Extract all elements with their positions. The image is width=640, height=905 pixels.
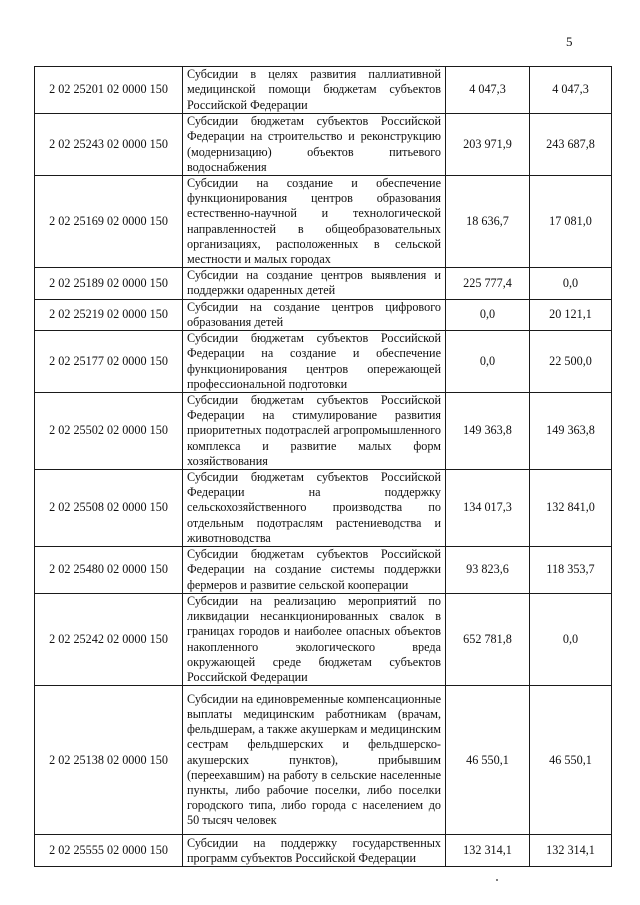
amount-cell-1: 0,0 [446, 331, 530, 393]
budget-code-cell: 2 02 25189 02 0000 150 [35, 268, 183, 299]
amount-cell-2: 132 841,0 [530, 470, 612, 547]
subsidy-name-cell: Субсидии на создание центров цифрового образования детей [183, 299, 446, 330]
budget-code-cell: 2 02 25502 02 0000 150 [35, 393, 183, 470]
amount-cell-1: 134 017,3 [446, 470, 530, 547]
amount-cell-2: 22 500,0 [530, 331, 612, 393]
budget-code-cell: 2 02 25201 02 0000 150 [35, 67, 183, 114]
subsidy-name-cell: Субсидии бюджетам субъектов Российской Федерации на создание и обеспечение функционирования центров опережающей профессиональной подготовки [183, 331, 446, 393]
budget-code-cell: 2 02 25508 02 0000 150 [35, 470, 183, 547]
amount-cell-2: 20 121,1 [530, 299, 612, 330]
subsidy-name-cell: Субсидии бюджетам субъектов Российской Федерации на стимулирование развития приоритетных подотраслей агропромышленного комплекса и развитие малых форм хозяйствования [183, 393, 446, 470]
page-number: 5 [566, 34, 573, 49]
subsidy-name-cell: Субсидии на создание центров выявления и поддержки одаренных детей [183, 268, 446, 299]
budget-code-cell: 2 02 25138 02 0000 150 [35, 686, 183, 835]
amount-cell-2: 0,0 [530, 268, 612, 299]
amount-cell-1: 652 781,8 [446, 594, 530, 686]
amount-cell-1: 225 777,4 [446, 268, 530, 299]
budget-code-cell: 2 02 25243 02 0000 150 [35, 114, 183, 176]
budget-code-cell: 2 02 25177 02 0000 150 [35, 331, 183, 393]
amount-cell-2: 243 687,8 [530, 114, 612, 176]
budget-code-cell: 2 02 25480 02 0000 150 [35, 547, 183, 594]
subsidy-name-cell: Субсидии в целях развития паллиативной медицинской помощи бюджетам субъектов Российской Федерации [183, 67, 446, 114]
amount-cell-1: 0,0 [446, 299, 530, 330]
scan-speck [496, 879, 498, 881]
amount-cell-2: 0,0 [530, 594, 612, 686]
subsidy-name-cell: Субсидии на создание и обеспечение функционирования центров образования естественно-научной и технологической направленностей в общеобразовательных организациях, расположенных в сельской местности и малых городах [183, 176, 446, 268]
budget-code-cell: 2 02 25169 02 0000 150 [35, 176, 183, 268]
amount-cell-1: 4 047,3 [446, 67, 530, 114]
budget-code-cell: 2 02 25242 02 0000 150 [35, 594, 183, 686]
amount-cell-2: 118 353,7 [530, 547, 612, 594]
amount-cell-1: 46 550,1 [446, 686, 530, 835]
subsidy-name-cell: Субсидии на единовременные компенсационные выплаты медицинским работникам (врачам, фельдшерам, а также акушеркам и медицинским сестрам фельдшерских и фельдшерско-акушерских пунктов), прибывшим (переехавшим) на работу в сельские населенные пункты, либо рабочие поселки, либо поселки городского типа, либо города с населением до 50 тысяч человек [183, 686, 446, 835]
amount-cell-2: 4 047,3 [530, 67, 612, 114]
amount-cell-1: 149 363,8 [446, 393, 530, 470]
subsidy-name-cell: Субсидии бюджетам субъектов Российской Федерации на строительство и реконструкцию (модернизацию) объектов питьевого водоснабжения [183, 114, 446, 176]
amount-cell-2: 149 363,8 [530, 393, 612, 470]
subsidy-name-cell: Субсидии бюджетам субъектов Российской Федерации на создание системы поддержки фермеров и развитие сельской кооперации [183, 547, 446, 594]
amount-cell-1: 203 971,9 [446, 114, 530, 176]
subsidy-name-cell: Субсидии бюджетам субъектов Российской Федерации на поддержку сельскохозяйственного производства по отдельным подотраслям растениеводства и животноводства [183, 470, 446, 547]
amount-cell-2: 132 314,1 [530, 835, 612, 867]
amount-cell-2: 17 081,0 [530, 176, 612, 268]
amount-cell-1: 132 314,1 [446, 835, 530, 867]
budget-code-cell: 2 02 25555 02 0000 150 [35, 835, 183, 867]
amount-cell-1: 93 823,6 [446, 547, 530, 594]
amount-cell-2: 46 550,1 [530, 686, 612, 835]
subsidy-name-cell: Субсидии на поддержку государственных программ субъектов Российской Федерации [183, 835, 446, 867]
subsidy-name-cell: Субсидии на реализацию мероприятий по ликвидации несанкционированных свалок в границах городов и наиболее опасных объектов накопленного экологического вреда окружающей среде бюджетам субъектов Российской Федерации [183, 594, 446, 686]
amount-cell-1: 18 636,7 [446, 176, 530, 268]
budget-code-cell: 2 02 25219 02 0000 150 [35, 299, 183, 330]
